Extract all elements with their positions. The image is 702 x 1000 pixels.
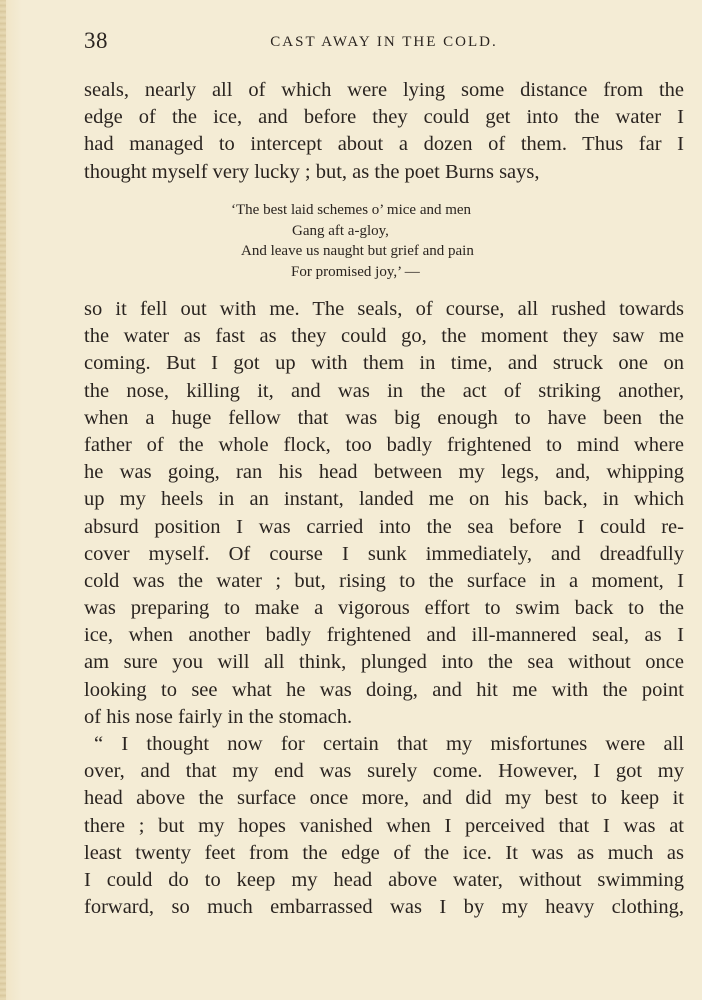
verse-line: Gang aft a-gloy, — [292, 222, 389, 239]
text-line: of his nose fairly in the stomach. — [84, 705, 353, 728]
text-line: cold was the water ; but, rising to the surface in a moment, I — [84, 569, 684, 592]
verse-line: For promised joy,’ — — [291, 263, 420, 280]
paragraph-main — [84, 296, 684, 921]
text-line: head above the surface once more, and did my best to keep it — [84, 787, 684, 810]
text-line: cover myself. Of course I sunk immediately, and dreadfully — [84, 542, 684, 565]
text-line: when a huge fellow that was big enough to have been the — [84, 406, 684, 429]
text-line: so it fell out with me. The seals, of course, all rushed towards — [84, 298, 684, 320]
page-number: 38 — [84, 28, 108, 53]
text-line: father of the whole flock, too badly frightened to mind where — [84, 433, 684, 456]
text-line: coming. But I got up with them in time, and struck one on — [84, 352, 684, 375]
text-line: there ; but my hopes vanished when I perceived that I was at — [84, 814, 684, 837]
text-line: looking to see what he was doing, and hit me with the point — [84, 678, 684, 701]
text-line: least twenty feet from the edge of the ice. It was as much as — [84, 841, 684, 864]
text-line: was preparing to make a vigorous effort to swim back to the — [84, 597, 684, 620]
text-line: the water as fast as they could go, the moment they saw me — [84, 325, 684, 348]
text-line: over, and that my end was surely come. However, I got my — [84, 760, 684, 783]
text-line: had managed to intercept about a dozen of them. Thus far I — [84, 133, 684, 156]
text-line: ice, when another badly frightened and ill-mannered seal, as I — [84, 624, 684, 647]
running-head — [84, 28, 684, 58]
text-line: thought myself very lucky ; but, as the poet Burns says, — [84, 160, 540, 183]
text-line: the nose, killing it, and was in the act of striking another, — [84, 379, 684, 402]
text-line: up my heels in an instant, landed me on his back, in which — [84, 488, 684, 511]
page-gutter-edge — [0, 0, 6, 1000]
text-line: “ I thought now for certain that my misfortunes were all — [94, 733, 684, 755]
running-title: CAST AWAY IN THE COLD. — [270, 34, 498, 50]
verse-line: ‘The best laid schemes o’ mice and men — [231, 202, 472, 218]
verse-quotation — [0, 200, 702, 282]
text-line: seals, nearly all of which were lying some distance from the — [84, 79, 684, 101]
verse-line: And leave us naught but grief and pain — [241, 243, 474, 259]
text-line: forward, so much embarrassed was I by my heavy clothing, — [84, 896, 684, 919]
text-line: he was going, ran his head between my legs, and, whipping — [84, 461, 684, 484]
text-line: edge of the ice, and before they could get into the water I — [84, 106, 684, 129]
text-line: I could do to keep my head above water, without swimming — [84, 868, 684, 891]
text-line: absurd position I was carried into the sea before I could re- — [84, 515, 684, 538]
text-line: am sure you will all think, plunged into the sea without once — [84, 651, 684, 674]
paragraph-opening — [84, 77, 684, 186]
